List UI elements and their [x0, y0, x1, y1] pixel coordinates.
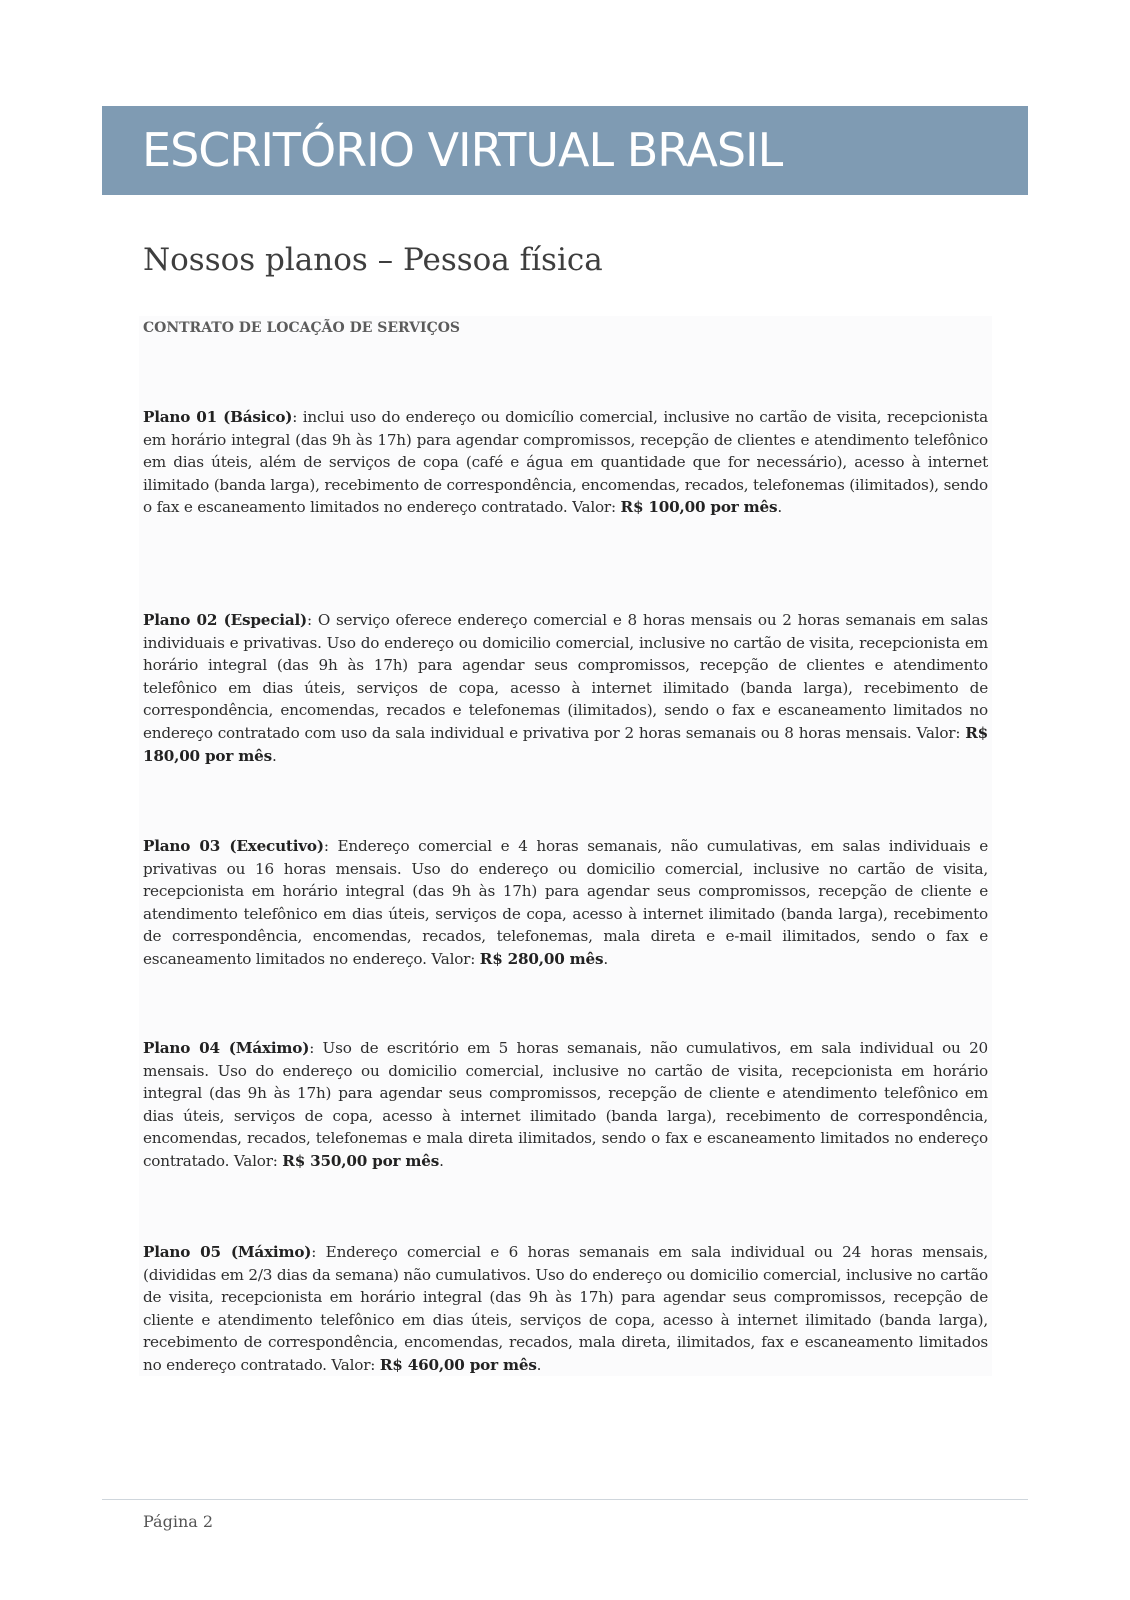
plan-end: .: [439, 1151, 444, 1170]
plan-price: R$ 100,00 por mês: [620, 498, 778, 517]
section-label: CONTRATO DE LOCAÇÃO DE SERVIÇOS: [143, 320, 461, 336]
plan-item: [143, 609, 988, 767]
plan-name: Plano 03 (Executivo): [143, 837, 324, 855]
plan-name: Plano 05 (Máximo): [143, 1243, 312, 1261]
plan-price: R$ 280,00 mês: [479, 949, 604, 968]
plan-item: [143, 1241, 988, 1377]
plan-name: Plano 01 (Básico): [143, 408, 293, 426]
plan-description: : O serviço oferece endereço comercial e 8 horas mensais ou 2 horas semanais em salas individuais e privativas. Uso do endereço ou domicilio comercial, inclusive no cartão de visita, recepcionista em horário integral (das 9h às 17h) para agendar seus compromissos, recepção de clientes e atendimento telefônico em dias úteis, serviços de copa, acesso à internet ilimitado (banda larga), recebimento de correspondência, encomendas, recados e telefonemas (ilimitados), sendo o fax e escaneamento limitados no endereço contratado com uso da sala individual e privativa por 2 horas semanais ou 8 horas mensais. Valor:: [143, 611, 988, 742]
plan-end: .: [777, 498, 782, 517]
plan-price: R$ 350,00 por mês: [282, 1151, 440, 1170]
plan-item: [143, 1037, 988, 1173]
plan-price: R$ 180,00 por mês: [143, 723, 988, 765]
plan-end: .: [536, 1355, 542, 1374]
plan-name: Plano 04 (Máximo): [143, 1039, 310, 1057]
page-number: Página 2: [143, 1512, 214, 1531]
plan-item: [143, 406, 988, 519]
plan-end: .: [271, 746, 277, 765]
plan-description: : Endereço comercial e 4 horas semanais, não cumulativas, em salas individuais e privativas ou 16 horas mensais. Uso do endereço ou domicilio comercial, inclusive no cartão de visita, recepcionista em horário integral (das 9h às 17h) para agendar seus compromissos, recepção de cliente e atendimento telefônico em dias úteis, serviços de copa, acesso à internet ilimitado (banda larga), recebimento de correspondência, encomendas, recados, telefonemas, mala direta e e-mail ilimitados, sendo o fax e escaneamento limitados no endereço. Valor:: [143, 837, 989, 968]
plan-item: [143, 835, 988, 971]
page-heading: Nossos planos – Pessoa física: [143, 242, 603, 278]
title-banner: [102, 106, 1028, 195]
plan-name: Plano 02 (Especial): [143, 611, 308, 629]
footer-divider: [102, 1499, 1028, 1500]
document-title: ESCRITÓRIO VIRTUAL BRASIL: [142, 123, 783, 177]
plan-description: : inclui uso do endereço ou domicílio comercial, inclusive no cartão de visita, recepcionista em horário integral (das 9h às 17h) para agendar compromissos, recepção de clientes e atendimento telefônico em dias úteis, além de serviços de copa (café e água em quantidade que for necessário), acesso à internet ilimitado (banda larga), recebimento de correspondência, encomendas, recados, telefonemas (ilimitados), sendo o fax e escaneamento limitados no endereço contratado. Valor:: [143, 408, 988, 517]
plan-price: R$ 460,00 por mês: [379, 1355, 537, 1374]
plan-description: : Uso de escritório em 5 horas semanais, não cumulativos, em sala individual ou 20 mensais. Uso do endereço ou domicilio comercial, inclusive no cartão de visita, recepcionista em horário integral (das 9h às 17h) para agendar seus compromissos, recepção de cliente e atendimento telefônico em dias úteis, serviços de copa, acesso à internet ilimitado (banda larga), recebimento de correspondência, encomendas, recados, telefonemas e mala direta ilimitados, sendo o fax e escaneamento limitados no endereço contratado. Valor:: [143, 1039, 988, 1170]
plan-end: .: [603, 949, 608, 968]
plan-description: : Endereço comercial e 6 horas semanais em sala individual ou 24 horas mensais, (divididas em 2/3 dias da semana) não cumulativos. Uso do endereço ou domicilio comercial, inclusive no cartão de visita, recepcionista em horário integral (das 9h às 17h) para agendar seus compromissos, recepção de cliente e atendimento telefônico em dias úteis, serviços de copa, acesso à internet ilimitado (banda larga), recebimento de correspondência, encomendas, recados, mala direta, ilimitados, fax e escaneamento limitados no endereço contratado. Valor:: [143, 1243, 988, 1374]
